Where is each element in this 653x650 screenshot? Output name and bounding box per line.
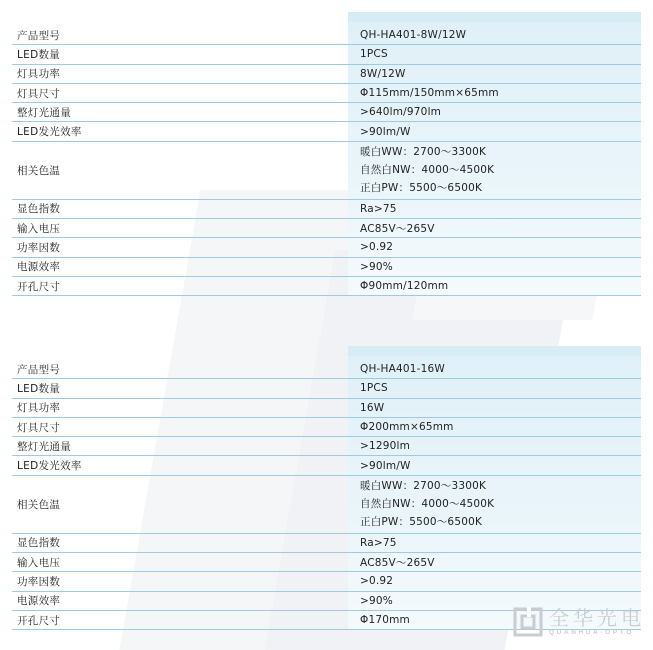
table-row	[12, 534, 641, 553]
spec-value: >1290lm	[360, 440, 411, 453]
spec-value: 暖白WW：2700～3300K	[360, 479, 487, 492]
spec-rows	[12, 360, 641, 630]
spec-label: 灯具尺寸	[17, 87, 61, 100]
spec-value: >640lm/970lm	[360, 106, 442, 119]
spec-label: 产品型号	[17, 29, 61, 42]
spec-value: 自然白NW：4000～4500K	[360, 163, 495, 176]
spec-label: 相关色温	[17, 164, 61, 177]
spec-label: 输入电压	[17, 556, 61, 569]
spec-label: LED数量	[17, 48, 61, 61]
spec-label: 开孔尺寸	[17, 614, 61, 627]
brand-text	[549, 607, 645, 637]
spec-label: 功率因数	[17, 241, 61, 254]
spec-label: LED发光效率	[17, 460, 82, 473]
spec-label: LED发光效率	[17, 126, 82, 139]
spec-value: 1PCS	[360, 48, 388, 61]
spec-label: 电源效率	[17, 595, 61, 608]
table-row	[12, 360, 641, 379]
spec-value-list	[352, 142, 641, 199]
spec-value: >90lm/W	[360, 125, 411, 138]
spec-label: 输入电压	[17, 222, 61, 235]
table-row	[12, 418, 641, 437]
spec-label: 灯具功率	[17, 68, 61, 81]
spec-value: >90lm/W	[360, 459, 411, 472]
table-row	[12, 200, 641, 219]
spec-value: >0.92	[360, 241, 394, 254]
spec-table-16w	[12, 346, 641, 630]
table-row	[12, 258, 641, 277]
spec-label: 整灯光通量	[17, 440, 71, 453]
spec-value: >0.92	[360, 575, 394, 588]
spec-value: Φ170mm	[360, 614, 410, 626]
spec-value: QH-HA401-16W	[360, 363, 446, 376]
table-row	[12, 456, 641, 475]
table-row	[12, 26, 641, 45]
table-row	[12, 379, 641, 398]
spec-label: 显色指数	[17, 537, 61, 550]
spec-label: 电源效率	[17, 261, 61, 274]
table-row	[12, 84, 641, 103]
table-row	[12, 399, 641, 418]
spec-value: 自然白NW：4000～4500K	[360, 497, 495, 510]
table-row	[12, 45, 641, 64]
table-row	[12, 238, 641, 257]
spec-value: Φ90mm/120mm	[360, 280, 449, 292]
spec-label: 相关色温	[17, 498, 61, 511]
table-row	[12, 277, 641, 296]
spec-label: 灯具尺寸	[17, 421, 61, 434]
spec-label: 功率因数	[17, 575, 61, 588]
spec-value: 正白PW：5500～6500K	[360, 181, 483, 194]
spec-table-8w-12w	[12, 12, 641, 296]
brand-logo	[513, 607, 645, 637]
spec-value: Ra>75	[360, 536, 397, 549]
spec-value: 16W	[360, 401, 385, 414]
spec-value: 8W/12W	[360, 67, 406, 80]
table-row	[12, 103, 641, 122]
spec-value: 正白PW：5500～6500K	[360, 515, 483, 528]
spec-label: 显色指数	[17, 203, 61, 216]
spec-label: 开孔尺寸	[17, 280, 61, 293]
spec-value: 1PCS	[360, 382, 388, 395]
spec-value: AC85V～265V	[360, 556, 435, 569]
spec-label: 产品型号	[17, 363, 61, 376]
table-row	[12, 122, 641, 141]
table-row	[12, 437, 641, 456]
spec-rows	[12, 26, 641, 296]
spec-label: 灯具功率	[17, 402, 61, 415]
spec-value: Φ115mm/150mm×65mm	[360, 87, 499, 100]
spec-value: >90%	[360, 594, 393, 607]
table-row	[12, 476, 641, 534]
spec-value: 暖白WW：2700～3300K	[360, 145, 487, 158]
brand-name-en: QUANHUA·OPTO	[549, 629, 634, 636]
table-row	[12, 142, 641, 200]
spec-label: 整灯光通量	[17, 106, 71, 119]
table-row	[12, 553, 641, 572]
spec-label: LED数量	[17, 382, 61, 395]
spec-value: Φ200mm×65mm	[360, 421, 454, 434]
spec-value: Ra>75	[360, 202, 397, 215]
table-row	[12, 219, 641, 238]
brand-name-cn: 全华光电	[549, 606, 645, 630]
spec-value-list	[352, 476, 641, 533]
spec-value: AC85V～265V	[360, 222, 435, 235]
spec-value: >90%	[360, 260, 393, 273]
brand-logo-icon	[513, 607, 543, 637]
spec-value: QH-HA401-8W/12W	[360, 29, 467, 42]
table-row	[12, 572, 641, 591]
table-row	[12, 65, 641, 84]
